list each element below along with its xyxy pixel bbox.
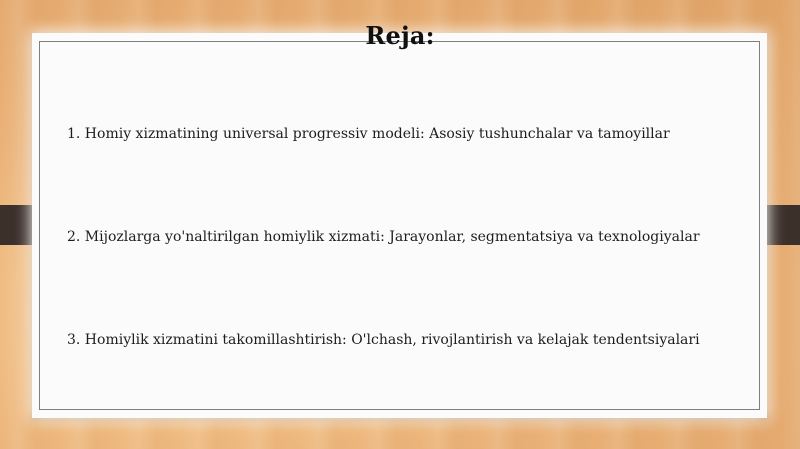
- content-card: [32, 33, 767, 418]
- agenda-item-3: 3. Homiylik xizmatini takomillashtirish: O'lchash, rivojlantirish va kelajak tendentsiyalari: [67, 332, 700, 348]
- agenda-item-1: 1. Homiy xizmatining universal progressiv modeli: Asosiy tushunchalar va tamoyillar: [67, 126, 670, 142]
- slide-title: Reja:: [365, 21, 435, 50]
- content-card-border: [39, 41, 760, 410]
- agenda-item-2: 2. Mijozlarga yo'naltirilgan homiylik xizmati: Jarayonlar, segmentatsiya va texnologiyalar: [67, 229, 700, 245]
